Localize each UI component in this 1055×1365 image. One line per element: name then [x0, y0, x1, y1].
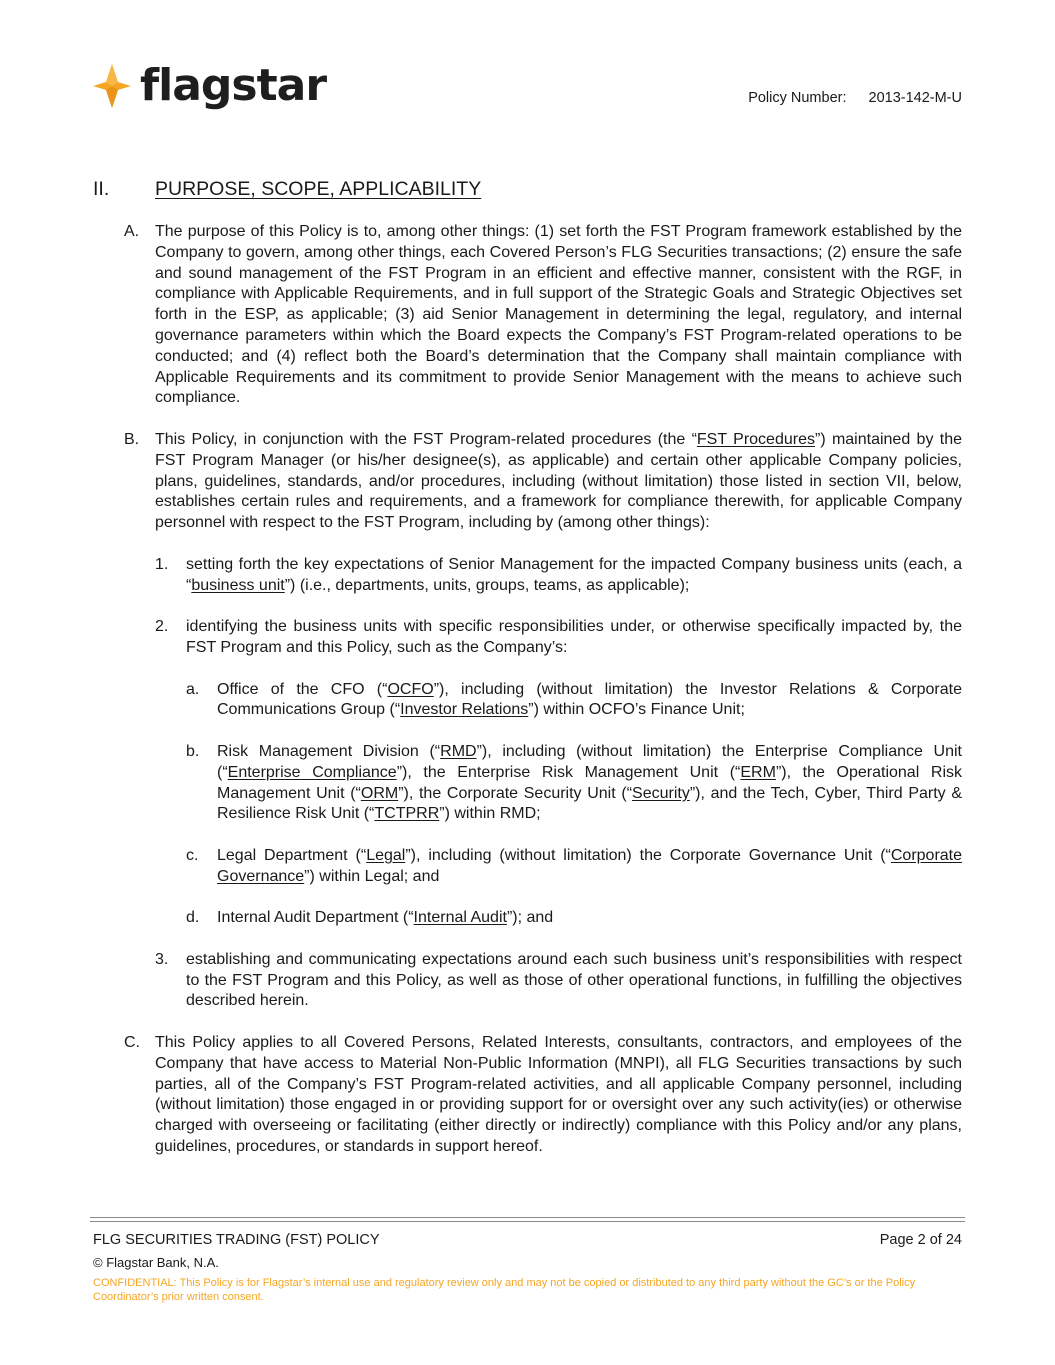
- list-item-text: Risk Management Division (“RMD”), including (without limitation) the Enterprise Compliance Unit (“Enterprise Compliance”), the Enterprise Risk Management Unit (“ERM”), the Operational Risk Management Unit (“ORM”), the Corporate Security Unit (“Security”), and the Tech, Cyber, Third Party & Resilience Risk Unit (“TCTPRR”) within RMD;: [217, 742, 963, 823]
- defined-term: FST Procedures: [696, 430, 815, 448]
- paragraph-text: The purpose of this Policy is to, among other things: (1) set forth the FST Program framework established by the Company to govern, among other things, each Covered Person’s FLG Securities transactions; (2) ensure the safe and sound management of the FST Program in an efficient and effective manner, consistent with the RGF, in compliance with Applicable Requirements, and in full support of the Strategic Goals and Strategic Objectives set forth in the ESP, as applicable; (3) aid Senior Management in determining the legal, regulatory, and internal governance parameters within which the Board expects the Company’s FST Program-related operations to be conducted; and (4) reflect both the Board’s determination that the Company shall maintain compliance with Applicable Requirements and its commitment to provide Senior Management with the means to achieve such compliance.: [155, 223, 962, 407]
- section-number: II.: [93, 178, 110, 200]
- list-item-b2: [155, 617, 962, 659]
- defined-term: TCTPRR: [374, 805, 440, 823]
- section-heading: [93, 178, 481, 201]
- list-item-text: Legal Department (“Legal”), including (without limitation) the Corporate Governance Unit (“Corporate Governance”) within Legal; and: [217, 846, 963, 885]
- defined-term: Corporate Governance: [217, 846, 963, 885]
- list-item-b2b: [186, 742, 962, 825]
- footer-page-number: Page 2 of 24: [879, 1232, 962, 1248]
- defined-term: Security: [632, 784, 690, 802]
- defined-term: Legal: [366, 846, 406, 864]
- list-item-b3: [155, 950, 962, 1012]
- defined-term: business unit: [191, 576, 285, 594]
- item-marker: d.: [186, 909, 200, 927]
- section-title: PURPOSE, SCOPE, APPLICABILITY: [155, 178, 482, 200]
- paragraph-text: This Policy applies to all Covered Persons, Related Interests, consultants, contractors, and employees of the Company that have access to Material Non-Public Information (MNPI), all FLG Securities transactions by such parties, all of the Company’s FST Program-related activities, and all applicable Company personnel, including (without limitation) those engaged in or providing support for or oversight over any such activity(ies) or otherwise charged with overseeing or facilitating (either directly or indirectly) compliance with this Policy and/or any plans, guidelines, procedures, or standards in support hereof.: [155, 1034, 962, 1156]
- item-marker: b.: [186, 742, 200, 760]
- list-item-b1: [155, 555, 962, 597]
- footer-confidential-notice: CONFIDENTIAL: This Policy is for Flagstar’s internal use and regulatory review only and may not be copied or distributed to any third party without the GC’s or the Policy Coordinator’s prior written consent.: [93, 1277, 916, 1303]
- policy-number: [748, 90, 962, 106]
- flagstar-logo: [92, 60, 326, 112]
- flagstar-star-icon: [92, 62, 132, 110]
- item-marker: C.: [124, 1034, 140, 1052]
- paragraph-c: [124, 1033, 962, 1158]
- item-marker: a.: [186, 680, 200, 698]
- list-item-b2a: [186, 680, 962, 722]
- policy-number-label: Policy Number:: [748, 90, 847, 106]
- item-marker: A.: [124, 223, 140, 240]
- list-item-text: Office of the CFO (“OCFO”), including (without limitation) the Investor Relations & Corporate Communications Group (“Investor Relations”) within OCFO’s Finance Unit;: [217, 680, 963, 719]
- logo-wordmark: flagstar: [140, 60, 327, 111]
- defined-term: ORM: [360, 784, 399, 802]
- list-item-text: Internal Audit Department (“Internal Audit”); and: [217, 909, 554, 927]
- paragraph-text: This Policy, in conjunction with the FST Program-related procedures (the “FST Procedures”) maintained by the FST Program Manager (or his/her designee(s), as applicable) and certain other applicable Company policies, plans, guidelines, standards, and/or procedures, including (without limitation) those listed in section VII, below, establishes certain rules and requirements, and a framework for compliance therewith, for applicable Company personnel with respect to the FST Program, including by (among other things):: [155, 430, 963, 532]
- defined-term: OCFO: [387, 680, 434, 698]
- footer-policy-name: FLG SECURITIES TRADING (FST) POLICY: [93, 1232, 380, 1248]
- footer-copyright: © Flagstar Bank, N.A.: [93, 1255, 219, 1270]
- item-marker: 3.: [155, 950, 169, 968]
- defined-term: Internal Audit: [413, 909, 507, 927]
- defined-term: RMD: [440, 742, 477, 760]
- item-marker: B.: [124, 430, 140, 448]
- paragraph-a: [124, 222, 962, 409]
- defined-term: Investor Relations: [400, 701, 529, 719]
- list-item-b2c: [186, 846, 962, 888]
- document-body: [93, 222, 962, 1158]
- paragraph-b: [124, 430, 962, 534]
- list-item-text: establishing and communicating expectations around each such business unit’s responsibilities with respect to the FST Program and this Policy, as well as those of other operational functions, in fulfilling the objectives described herein.: [186, 950, 962, 1010]
- defined-term: ERM: [740, 763, 776, 781]
- policy-number-value: 2013-142-M-U: [868, 90, 962, 106]
- footer-divider: [90, 1217, 965, 1222]
- item-marker: c.: [186, 846, 199, 864]
- item-marker: 1.: [155, 555, 169, 573]
- list-item-text: setting forth the key expectations of Senior Management for the impacted Company business units (each, a “business unit”) (i.e., departments, units, groups, teams, as applicable);: [186, 555, 962, 594]
- list-item-b2d: [186, 908, 962, 929]
- item-marker: 2.: [155, 618, 169, 636]
- list-item-text: identifying the business units with specific responsibilities under, or otherwise specifically impacted by, the FST Program and this Policy, such as the Company’s:: [186, 618, 962, 656]
- defined-term: Enterprise Compliance: [227, 763, 397, 781]
